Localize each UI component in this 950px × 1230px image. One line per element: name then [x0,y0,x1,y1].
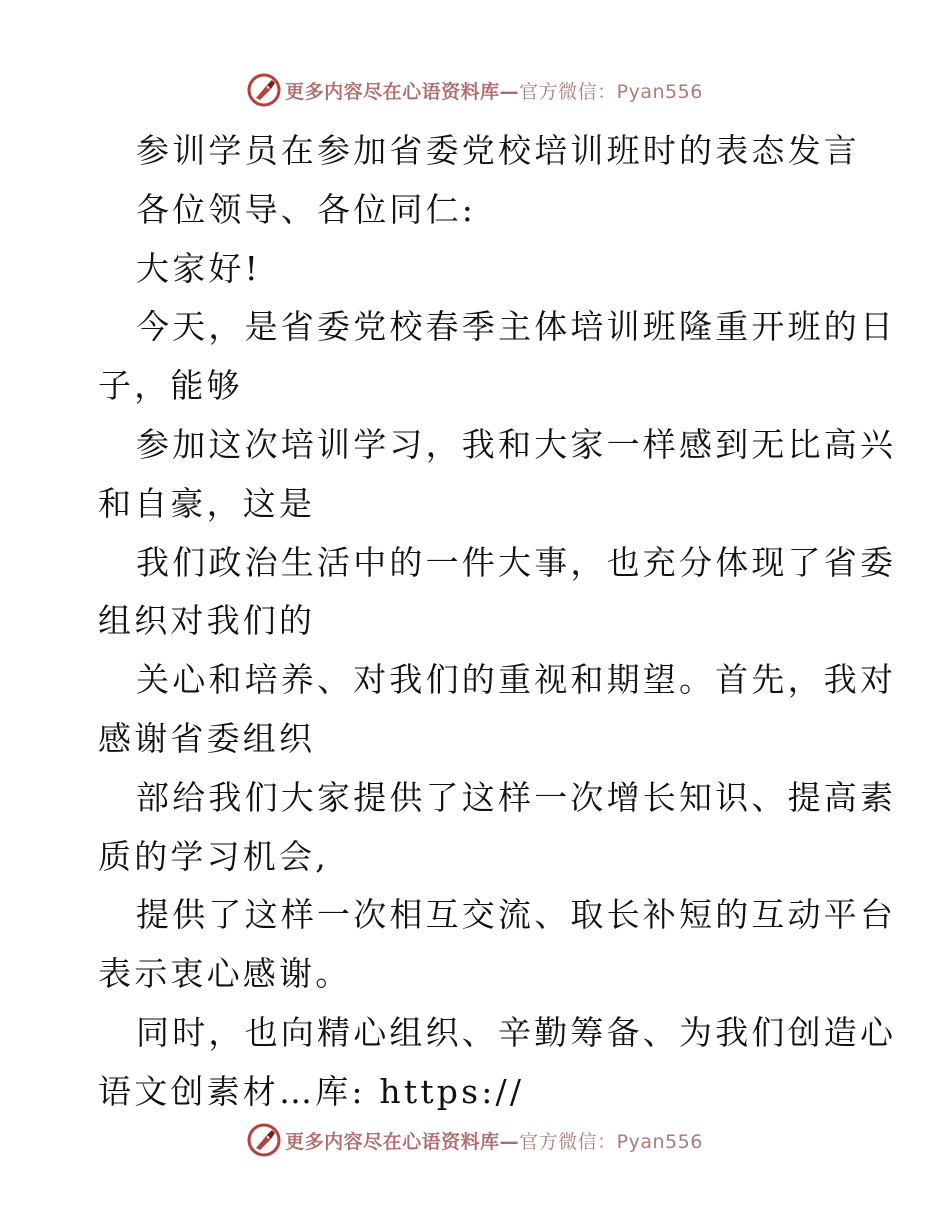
header-banner-main: 更多内容尽在心语资料库 [285,80,500,103]
document-line: 语文创素材…库: https:// [98,1071,525,1111]
document-line: 表示衷心感谢。 [98,954,352,994]
document-line: 同时，也向精心组织、辛勤筹备、为我们创造心 [136,1012,897,1052]
document-body [98,122,897,1122]
document-line: 大家好! [136,248,262,288]
document-line: 我们政治生活中的一件大事，也充分体现了省委 [136,542,897,582]
pen-nib-logo-icon [247,1123,281,1157]
footer-banner-wechat: 官方微信：Pyan556 [519,1130,703,1153]
footer-banner-text [285,1127,703,1154]
document-line: 今天，是省委党校春季主体培训班隆重开班的日 [136,307,897,347]
document-line: 参训学员在参加省委党校培训班时的表态发言 [136,131,860,170]
document-line: 和自豪，这是 [98,483,316,523]
header-banner-text [285,77,703,104]
document-line: 关心和培养、对我们的重视和期望。首先，我对 [136,660,897,700]
header-banner [0,70,950,110]
document-line: 各位领导、各位同仁: [136,189,477,229]
document-line: 组织对我们的 [98,601,316,641]
document-line: 子，能够 [98,366,243,406]
document-line: 感谢省委组织 [98,718,316,758]
footer-banner-separator: — [499,1130,520,1153]
footer-banner [0,1120,950,1160]
footer-banner-main: 更多内容尽在心语资料库 [285,1130,500,1153]
header-banner-wechat: 官方微信：Pyan556 [519,80,703,103]
document-line: 部给我们大家提供了这样一次增长知识、提高素 [136,777,897,817]
header-banner-separator: — [499,80,520,103]
document-line: 提供了这样一次相互交流、取长补短的互动平台 [136,895,897,935]
document-line: 质的学习机会, [98,836,329,876]
pen-nib-logo-icon [247,73,281,107]
document-line: 参加这次培训学习，我和大家一样感到无比高兴 [136,424,897,464]
